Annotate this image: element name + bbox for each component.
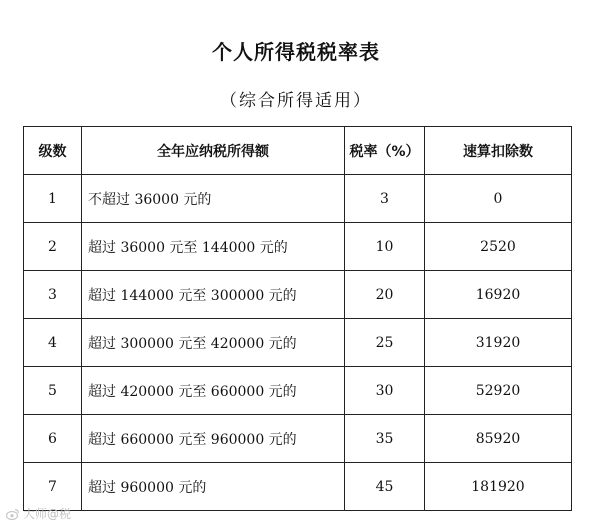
header-level: 级数 <box>24 127 82 175</box>
tax-rate-table <box>23 126 572 511</box>
cell-income-range: 超过 960000 元的 <box>82 463 345 511</box>
cell-income-range: 超过 300000 元至 420000 元的 <box>82 319 345 367</box>
cell-rate: 45 <box>345 463 425 511</box>
cell-rate: 3 <box>345 175 425 223</box>
cell-rate: 10 <box>345 223 425 271</box>
table-header-row <box>24 127 572 175</box>
header-quick-deduction: 速算扣除数 <box>425 127 572 175</box>
cell-level: 5 <box>24 367 82 415</box>
cell-level: 2 <box>24 223 82 271</box>
cell-rate: 35 <box>345 415 425 463</box>
cell-level: 7 <box>24 463 82 511</box>
table-row <box>24 463 572 511</box>
cell-income-range: 超过 144000 元至 300000 元的 <box>82 271 345 319</box>
table-row <box>24 223 572 271</box>
cell-income-range: 超过 660000 元至 960000 元的 <box>82 415 345 463</box>
table-row <box>24 367 572 415</box>
cell-level: 6 <box>24 415 82 463</box>
weibo-logo-icon <box>6 507 20 521</box>
cell-level: 3 <box>24 271 82 319</box>
cell-rate: 25 <box>345 319 425 367</box>
cell-level: 1 <box>24 175 82 223</box>
cell-income-range: 不超过 36000 元的 <box>82 175 345 223</box>
watermark <box>6 505 71 522</box>
cell-deduction: 31920 <box>425 319 572 367</box>
header-tax-rate: 税率（%） <box>345 127 425 175</box>
cell-deduction: 16920 <box>425 271 572 319</box>
cell-rate: 30 <box>345 367 425 415</box>
cell-income-range: 超过 36000 元至 144000 元的 <box>82 223 345 271</box>
header-taxable-income: 全年应纳税所得额 <box>82 127 345 175</box>
cell-deduction: 181920 <box>425 463 572 511</box>
cell-deduction: 85920 <box>425 415 572 463</box>
page-title: 个人所得税税率表 <box>212 40 380 64</box>
cell-level: 4 <box>24 319 82 367</box>
cell-income-range: 超过 420000 元至 660000 元的 <box>82 367 345 415</box>
cell-deduction: 0 <box>425 175 572 223</box>
table-row <box>24 271 572 319</box>
page-subtitle: （综合所得适用） <box>220 91 372 111</box>
cell-deduction: 2520 <box>425 223 572 271</box>
cell-deduction: 52920 <box>425 367 572 415</box>
table-row <box>24 415 572 463</box>
table-row <box>24 175 572 223</box>
table-row <box>24 319 572 367</box>
cell-rate: 20 <box>345 271 425 319</box>
watermark-text: 大师@税 <box>23 507 72 521</box>
